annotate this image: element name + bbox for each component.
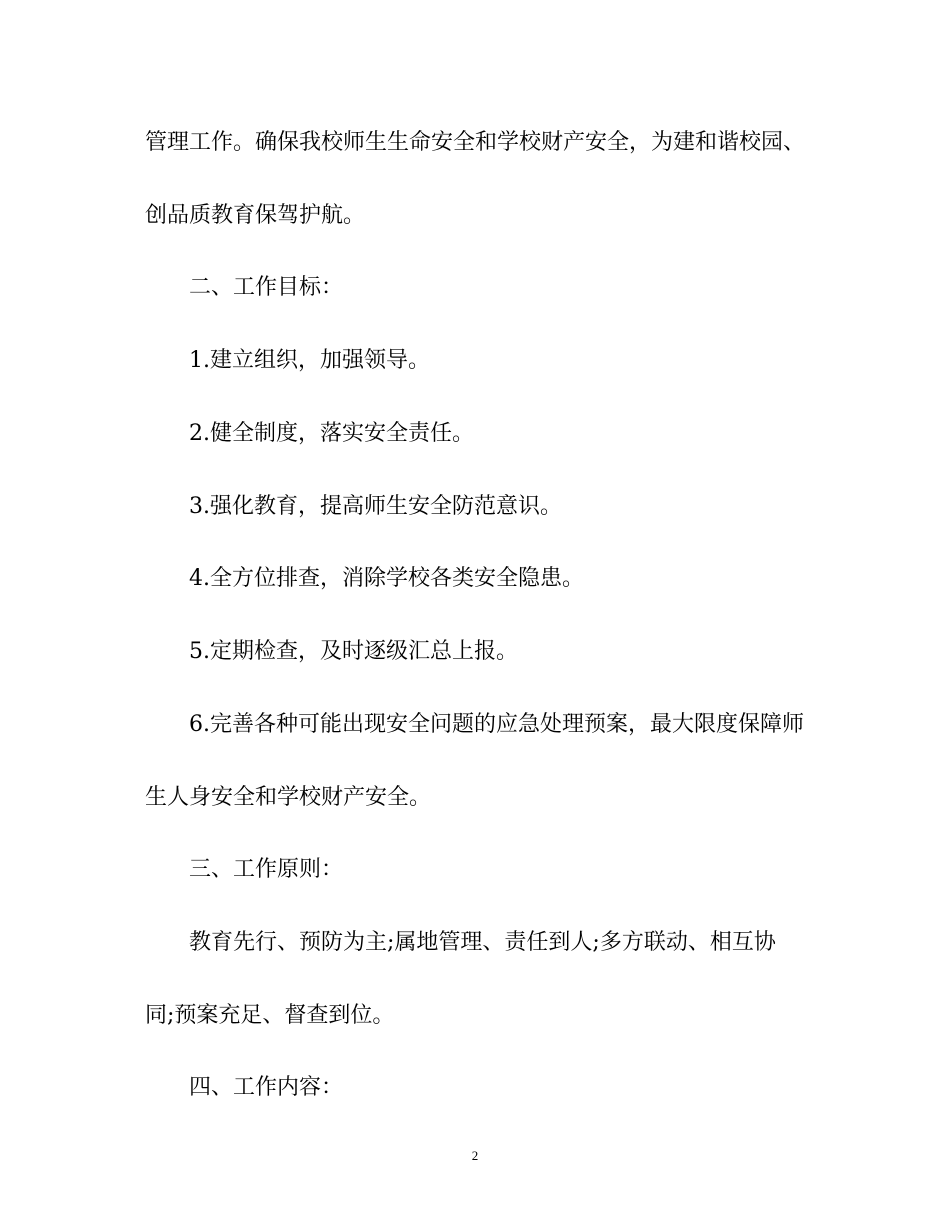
section-heading: 四、工作内容： (189, 1075, 344, 1100)
list-item: 4.全方位排查，消除学校各类安全隐患。 (189, 566, 584, 591)
paragraph-line: 生人身安全和学校财产安全。 (145, 785, 432, 810)
list-item: 1.建立组织，加强领导。 (189, 348, 430, 373)
list-item: 6.完善各种可能出现安全问题的应急处理预案，最大限度保障师 (189, 712, 804, 737)
paragraph-line: 教育先行、预防为主;属地管理、责任到人;多方联动、相互协 (189, 930, 776, 955)
list-item: 3.强化教育，提高师生安全防范意识。 (189, 494, 562, 519)
paragraph-line: 管理工作。确保我校师生生命安全和学校财产安全，为建和谐校园、 (145, 130, 806, 155)
section-heading: 二、工作目标： (189, 275, 344, 300)
paragraph-line: 同;预案充足、督查到位。 (145, 1003, 395, 1028)
list-item: 2.健全制度，落实安全责任。 (189, 421, 474, 446)
page-number: 2 (471, 1148, 479, 1163)
list-item: 5.定期检查，及时逐级汇总上报。 (189, 639, 518, 664)
section-heading: 三、工作原则： (189, 857, 344, 882)
paragraph-line: 创品质教育保驾护航。 (145, 203, 366, 228)
